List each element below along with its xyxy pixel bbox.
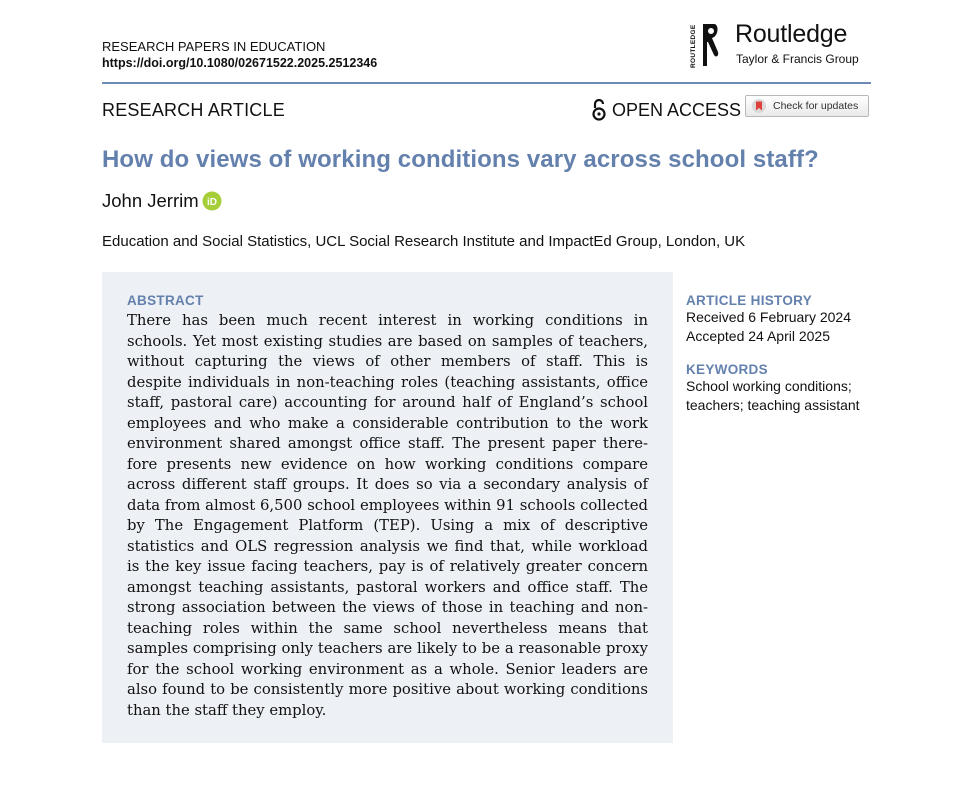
bookmark-update-icon	[751, 98, 767, 114]
author-name[interactable]: John Jerrim	[102, 190, 199, 211]
check-for-updates-label: Check for updates	[773, 100, 859, 112]
article-history-heading: ARTICLE HISTORY	[686, 293, 813, 308]
orcid-icon[interactable]	[202, 191, 222, 211]
article-type: RESEARCH ARTICLE	[102, 100, 285, 120]
accepted-date: Accepted 24 April 2025	[686, 328, 830, 344]
check-for-updates-button[interactable]	[745, 95, 869, 117]
open-access-label: OPEN ACCESS	[612, 99, 742, 120]
orcid-letters: iD	[206, 197, 217, 208]
keywords-heading: KEYWORDS	[686, 362, 768, 377]
header-divider	[102, 82, 871, 84]
received-date: Received 6 February 2024	[686, 309, 851, 325]
author	[102, 190, 222, 212]
doi-link[interactable]: https://doi.org/10.1080/02671522.2025.2512346	[102, 56, 378, 70]
keywords	[686, 362, 886, 415]
journal-info	[102, 38, 377, 72]
article-history	[686, 293, 886, 346]
routledge-mark-icon	[700, 22, 720, 68]
publisher-logo[interactable]	[690, 20, 880, 70]
journal-name: RESEARCH PAPERS IN EDUCATION	[102, 39, 326, 54]
abstract-text: There has been much recent interest in working conditions in schools. Yet most existing studies are based on samples of teachers, without capturing the views of other members of staff. This is despite individuals in non-teaching roles (teaching assistants, office staff, pastoral care) accounting for around half of England’s school employees and who make a considerable contribution to the work environment shared amongst office staff. The present paper therefore presents new evidence on how working conditions compare across different staff groups. It does so via a secondary analysis of data from almost 6,500 school employees within 91 schools collected by The Engagement Platform (TEP). Using a mix of descriptive statistics and OLS regression analysis we find that, while workload is the key issue facing teachers, pay is of relatively greater concern amongst teaching assistants, pastoral workers and office staff. The strong association between the views of those in teaching and non-teaching roles within the same school nevertheless means that samples comprising only teachers are likely to be a reasonable proxy for the school working environment as a whole. Senior leaders are also found to be consistently more positive about working conditions than the staff they employ.	[127, 312, 648, 719]
article-title: How do views of working conditions vary across school staff?	[102, 146, 819, 173]
publisher-subtitle: Taylor & Francis Group	[736, 52, 859, 66]
abstract-heading: ABSTRACT	[127, 293, 204, 308]
publisher-name: Routledge	[735, 20, 848, 48]
keywords-line-1: School working conditions;	[686, 378, 852, 394]
keywords-line-2: teachers; teaching assistant	[686, 397, 860, 413]
open-access-badge	[592, 99, 741, 121]
affiliation: Education and Social Statistics, UCL Social Research Institute and ImpactEd Group, London, UK	[102, 233, 746, 250]
publisher-vertical-text: ROUTLEDGE	[690, 24, 697, 68]
open-lock-icon	[592, 99, 606, 121]
